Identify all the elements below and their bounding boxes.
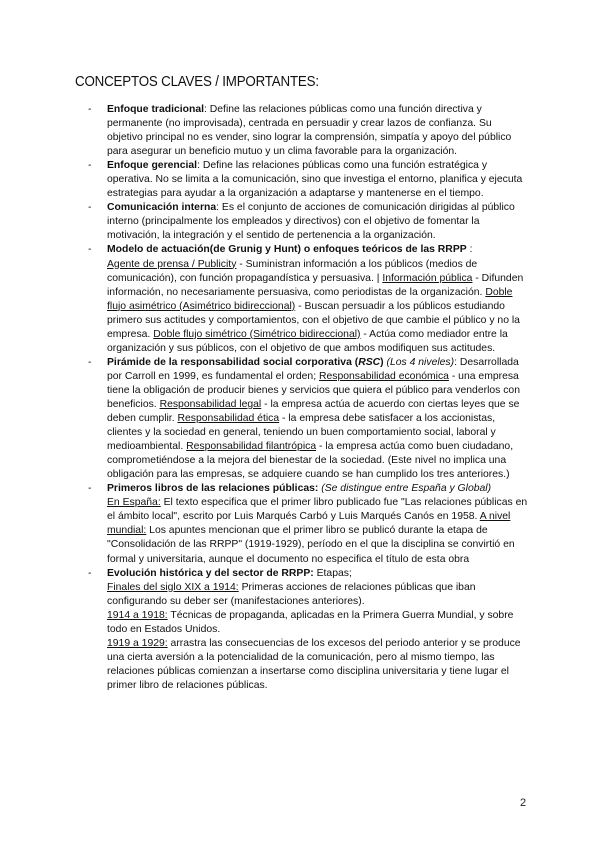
item-title: Enfoque tradicional bbox=[107, 104, 204, 115]
list-item-evolucion-historica bbox=[88, 567, 528, 693]
book-label-mundial: A nivel mundial: bbox=[107, 511, 511, 537]
model-text-asimetrico: - Buscan persuadir a los públicos estudiando primero sus actitudes y comportamientos, con el objetivo de que cambie el público y no la empresa. bbox=[107, 300, 520, 340]
stage-label-2: 1914 a 1918: bbox=[107, 609, 168, 621]
model-text-simetrico: - Actúa como mediador entre la organización y sus públicos, con el objetivo de que ambos modifiquen sus actitudes. bbox=[107, 328, 508, 354]
item-text: : Es el conjunto de acciones de comunicación dirigidas al público interno (principalmente los empleados y directivos) con el objetivo de fomentar la motivación, la integración y el sentido de pertenencia a la organización. bbox=[107, 202, 515, 242]
list-item-comunicacion-interna bbox=[88, 201, 528, 243]
item-title-note: (Los 4 niveles) bbox=[386, 356, 455, 368]
list-item-enfoque-tradicional bbox=[88, 103, 528, 159]
concepts-list bbox=[88, 103, 528, 693]
item-title: Pirámide de la responsabilidad social corporativa ( bbox=[107, 356, 359, 368]
list-item-modelo-actuacion bbox=[88, 243, 528, 355]
item-title: Primeros libros de las relaciones públicas: bbox=[107, 483, 319, 495]
bullet-dash: - bbox=[88, 356, 92, 368]
page-heading: CONCEPTOS CLAVES / IMPORTANTES: bbox=[75, 74, 319, 90]
bullet-dash: - bbox=[88, 567, 92, 579]
list-item-primeros-libros bbox=[88, 482, 528, 566]
item-title: Modelo de actuación(de Grunig y Hunt) o enfoques teóricos de las RRPP bbox=[107, 244, 467, 256]
bullet-dash: - bbox=[88, 202, 92, 214]
book-text-espana: El texto especifica que el primer libro publicado fue "Las relaciones públicas en el ámbito local", escrito por Luis Marqués Carbó y Luis Marqués Canós en 1958. bbox=[107, 497, 528, 523]
level-text-economica: - una empresa tiene la obligación de producir bienes y servicios que quiera el público para venderlos con beneficios. bbox=[107, 370, 520, 410]
book-text-mundial: Los apuntes mencionan que el primer libro se publicó durante la etapa de "Consolidación de las RRPP" (1919-1929), período en el que la disciplina se convirtió en formal y universitaria, aunque el documento no especifica el título de esta obra bbox=[107, 525, 515, 565]
stage-text-2: Técnicas de propaganda, aplicadas en la Primera Guerra Mundial, y sobre todo en Estados Unidos. bbox=[107, 609, 514, 635]
level-label-filantropica: Responsabilidad filantrópica bbox=[186, 441, 317, 453]
item-title-note: (Se distingue entre España y Global) bbox=[318, 483, 492, 495]
stage-text-1: Primeras acciones de relaciones públicas que iban configurando su deber ser (manifestaciones anteriores). bbox=[107, 581, 476, 607]
model-text-publicity: - Suministran información a los públicos (medios de comunicación), con función propagandística y persuasiva. | bbox=[107, 258, 478, 284]
list-item-enfoque-gerencial bbox=[88, 159, 528, 201]
item-title-abbr: RSC bbox=[358, 356, 381, 368]
bullet-dash: - bbox=[88, 104, 92, 115]
bullet-dash: - bbox=[88, 483, 92, 495]
book-label-espana: En España: bbox=[107, 497, 161, 509]
stage-text-3: arrastra las consecuencias de los excesos del periodo anterior y se produce una cierta aversión a la potencialidad de la comunicación, pero al mismo tiempo, las relaciones públicas comienzan a insertarse como disciplina universitaria y tiene lugar el primer libro de relaciones públicas. bbox=[107, 637, 521, 691]
bullet-dash: - bbox=[88, 244, 92, 256]
stage-label-3: 1919 a 1929: bbox=[107, 637, 168, 649]
item-title: Enfoque gerencial bbox=[107, 160, 198, 172]
bullet-dash: - bbox=[88, 160, 92, 172]
level-text-legal: - la empresa actúa de acuerdo con ciertas leyes que se deben cumplir. bbox=[107, 398, 520, 425]
model-text-informacion-publica: - Difunden información, no necesariamente persuasiva, como periodistas de la organización. bbox=[107, 272, 524, 298]
item-title-close: ) bbox=[380, 356, 387, 368]
model-label-asimetrico: Doble flujo asimétrico (Asimétrico bidireccional) bbox=[107, 286, 513, 312]
item-title: Evolución histórica y del sector de RRPP: bbox=[107, 567, 314, 579]
model-label-informacion-publica: Información pública bbox=[382, 272, 473, 284]
model-label-publicity: Agente de prensa / Publicity bbox=[107, 258, 237, 270]
level-label-economica: Responsabilidad económica bbox=[318, 370, 449, 382]
model-label-simetrico: Doble flujo simétrico (Simétrico bidireccional) bbox=[153, 328, 361, 340]
level-label-legal: Responsabilidad legal bbox=[159, 398, 262, 410]
item-title-colon: : bbox=[454, 356, 457, 368]
item-title-end: Etapas; bbox=[313, 567, 352, 579]
list-item-piramide-rsc bbox=[88, 356, 528, 482]
item-intro: Desarrollada por Carroll en 1999, es fundamental el orden; bbox=[107, 356, 519, 382]
level-label-etica: Responsabilidad ética bbox=[177, 413, 280, 425]
item-text: : Define las relaciones públicas como una función directiva y permanente (no improvisada), centrada en persuadir y crear lazos de confianza. Su objetivo principal no es vender, sino lograr la comprensión, simpatía y apoyo del público para asegurar un beneficio mutuo y un clima favorable para la organización. bbox=[107, 104, 512, 158]
level-text-etica: - la empresa debe satisfacer a los accionistas, clientes y la sociedad en general, teniendo un buen comportamiento social, laboral y medioambiental. bbox=[107, 413, 496, 453]
item-title: Comunicación interna bbox=[107, 202, 217, 214]
item-text: : Define las relaciones públicas como una función estratégica y operativa. No se limita a la comunicación, sino que investiga el entorno, planifica y ejecuta estrategias para ayudar a la organización a adaptarse y mantenerse en el tiempo. bbox=[107, 160, 523, 200]
level-text-filantropica: - la empresa actúa como buen ciudadano, comprometiéndose a la mejora del bienestar de la sociedad. (Este nivel no implica una obligación para las empresas, se adquiere cuando se han cumplido los tres anteriores.) bbox=[107, 441, 514, 481]
page-number: 2 bbox=[520, 797, 527, 809]
stage-label-1: Finales del siglo XIX a 1914: bbox=[107, 581, 239, 593]
item-title-end: : bbox=[466, 244, 473, 256]
